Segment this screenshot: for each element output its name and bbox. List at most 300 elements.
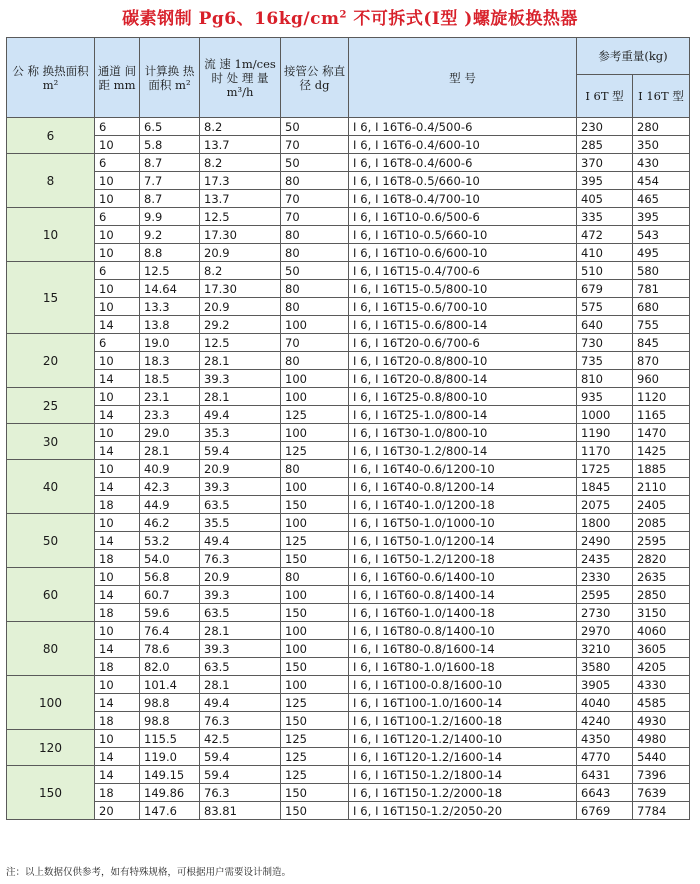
table-row [7, 802, 690, 820]
cell-calc-area: 6.5 [140, 118, 200, 136]
cell-pipe-dg: 125 [281, 766, 349, 784]
cell-calc-area: 53.2 [140, 532, 200, 550]
cell-weight-i16t: 5440 [633, 748, 690, 766]
cell-spacing: 10 [95, 460, 140, 478]
cell-weight-i6t: 1725 [577, 460, 633, 478]
cell-calc-area: 23.3 [140, 406, 200, 424]
cell-pipe-dg: 80 [281, 172, 349, 190]
cell-weight-i6t: 370 [577, 154, 633, 172]
table-row [7, 550, 690, 568]
cell-nominal-area: 6 [7, 118, 95, 154]
cell-flow: 8.2 [200, 118, 281, 136]
cell-spacing: 14 [95, 406, 140, 424]
table-row [7, 334, 690, 352]
cell-nominal-area: 15 [7, 262, 95, 334]
table-row [7, 784, 690, 802]
cell-weight-i6t: 395 [577, 172, 633, 190]
header-weight: 参考重量(kg) [577, 38, 690, 75]
cell-calc-area: 149.15 [140, 766, 200, 784]
cell-model: Ⅰ 6, Ⅰ 16T60-0.6/1400-10 [349, 568, 577, 586]
cell-pipe-dg: 150 [281, 550, 349, 568]
cell-calc-area: 7.7 [140, 172, 200, 190]
cell-weight-i6t: 2730 [577, 604, 633, 622]
cell-pipe-dg: 150 [281, 496, 349, 514]
cell-model: Ⅰ 6, Ⅰ 16T100-0.8/1600-10 [349, 676, 577, 694]
cell-calc-area: 19.0 [140, 334, 200, 352]
cell-flow: 35.3 [200, 424, 281, 442]
cell-model: Ⅰ 6, Ⅰ 16T120-1.2/1600-14 [349, 748, 577, 766]
header-spacing: 通道 间距 mm [95, 38, 140, 118]
header-weight-i16t: Ⅰ 16T 型 [633, 75, 690, 118]
cell-spacing: 14 [95, 586, 140, 604]
table-row [7, 586, 690, 604]
cell-pipe-dg: 50 [281, 154, 349, 172]
cell-nominal-area: 25 [7, 388, 95, 424]
cell-spacing: 18 [95, 604, 140, 622]
cell-weight-i6t: 405 [577, 190, 633, 208]
cell-model: Ⅰ 6, Ⅰ 16T60-0.8/1400-14 [349, 586, 577, 604]
cell-calc-area: 115.5 [140, 730, 200, 748]
table-row [7, 208, 690, 226]
cell-flow: 49.4 [200, 532, 281, 550]
cell-model: Ⅰ 6, Ⅰ 16T15-0.6/800-14 [349, 316, 577, 334]
cell-pipe-dg: 70 [281, 136, 349, 154]
cell-flow: 76.3 [200, 550, 281, 568]
table-row [7, 568, 690, 586]
cell-weight-i16t: 755 [633, 316, 690, 334]
cell-spacing: 18 [95, 658, 140, 676]
cell-weight-i16t: 4980 [633, 730, 690, 748]
table-row [7, 676, 690, 694]
cell-flow: 29.2 [200, 316, 281, 334]
cell-weight-i6t: 230 [577, 118, 633, 136]
cell-pipe-dg: 70 [281, 334, 349, 352]
cell-spacing: 10 [95, 226, 140, 244]
cell-flow: 39.3 [200, 370, 281, 388]
cell-model: Ⅰ 6, Ⅰ 16T50-1.2/1200-18 [349, 550, 577, 568]
title-post: 不可拆式(Ⅰ型 )螺旋板换热器 [346, 9, 578, 29]
cell-weight-i16t: 4585 [633, 694, 690, 712]
table-row [7, 712, 690, 730]
cell-flow: 63.5 [200, 658, 281, 676]
cell-calc-area: 149.86 [140, 784, 200, 802]
cell-model: Ⅰ 6, Ⅰ 16T10-0.6/500-6 [349, 208, 577, 226]
table-row [7, 262, 690, 280]
cell-spacing: 10 [95, 280, 140, 298]
cell-nominal-area: 150 [7, 766, 95, 820]
cell-weight-i6t: 640 [577, 316, 633, 334]
cell-spacing: 14 [95, 478, 140, 496]
cell-calc-area: 76.4 [140, 622, 200, 640]
cell-weight-i6t: 679 [577, 280, 633, 298]
header-model: 型 号 [349, 38, 577, 118]
cell-calc-area: 82.0 [140, 658, 200, 676]
cell-calc-area: 14.64 [140, 280, 200, 298]
cell-calc-area: 98.8 [140, 712, 200, 730]
table-row [7, 460, 690, 478]
cell-model: Ⅰ 6, Ⅰ 16T40-0.6/1200-10 [349, 460, 577, 478]
cell-spacing: 10 [95, 244, 140, 262]
cell-model: Ⅰ 6, Ⅰ 16T50-1.0/1000-10 [349, 514, 577, 532]
cell-nominal-area: 8 [7, 154, 95, 208]
cell-pipe-dg: 150 [281, 784, 349, 802]
cell-calc-area: 12.5 [140, 262, 200, 280]
cell-pipe-dg: 100 [281, 622, 349, 640]
cell-weight-i16t: 3605 [633, 640, 690, 658]
table-row [7, 136, 690, 154]
cell-weight-i16t: 2595 [633, 532, 690, 550]
cell-weight-i6t: 4040 [577, 694, 633, 712]
cell-weight-i16t: 3150 [633, 604, 690, 622]
cell-weight-i16t: 543 [633, 226, 690, 244]
cell-calc-area: 101.4 [140, 676, 200, 694]
cell-pipe-dg: 100 [281, 478, 349, 496]
cell-pipe-dg: 125 [281, 442, 349, 460]
cell-calc-area: 13.3 [140, 298, 200, 316]
cell-spacing: 10 [95, 514, 140, 532]
header-flow: 流 速 1m/ces时 处 理 量 m³/h [200, 38, 281, 118]
header-pipe: 接管公 称直径 dg [281, 38, 349, 118]
header-area: 公 称 换热面积 m² [7, 38, 95, 118]
cell-pipe-dg: 100 [281, 388, 349, 406]
cell-model: Ⅰ 6, Ⅰ 16T15-0.4/700-6 [349, 262, 577, 280]
cell-flow: 83.81 [200, 802, 281, 820]
cell-model: Ⅰ 6, Ⅰ 16T30-1.0/800-10 [349, 424, 577, 442]
cell-flow: 20.9 [200, 298, 281, 316]
cell-model: Ⅰ 6, Ⅰ 16T80-1.0/1600-18 [349, 658, 577, 676]
cell-pipe-dg: 150 [281, 712, 349, 730]
cell-weight-i6t: 735 [577, 352, 633, 370]
cell-weight-i6t: 335 [577, 208, 633, 226]
cell-weight-i6t: 935 [577, 388, 633, 406]
cell-flow: 20.9 [200, 460, 281, 478]
cell-flow: 8.2 [200, 262, 281, 280]
cell-nominal-area: 20 [7, 334, 95, 388]
cell-weight-i16t: 495 [633, 244, 690, 262]
cell-weight-i6t: 4240 [577, 712, 633, 730]
cell-model: Ⅰ 6, Ⅰ 16T100-1.0/1600-14 [349, 694, 577, 712]
cell-flow: 12.5 [200, 208, 281, 226]
cell-pipe-dg: 80 [281, 568, 349, 586]
cell-model: Ⅰ 6, Ⅰ 16T25-1.0/800-14 [349, 406, 577, 424]
cell-weight-i16t: 465 [633, 190, 690, 208]
cell-calc-area: 18.3 [140, 352, 200, 370]
cell-weight-i6t: 3905 [577, 676, 633, 694]
cell-spacing: 10 [95, 730, 140, 748]
cell-weight-i6t: 2075 [577, 496, 633, 514]
cell-model: Ⅰ 6, Ⅰ 16T6-0.4/600-10 [349, 136, 577, 154]
table-row [7, 118, 690, 136]
cell-nominal-area: 50 [7, 514, 95, 568]
table-row [7, 730, 690, 748]
table-row [7, 298, 690, 316]
cell-spacing: 14 [95, 694, 140, 712]
cell-flow: 17.30 [200, 280, 281, 298]
cell-weight-i16t: 280 [633, 118, 690, 136]
cell-weight-i6t: 510 [577, 262, 633, 280]
cell-model: Ⅰ 6, Ⅰ 16T20-0.8/800-14 [349, 370, 577, 388]
cell-flow: 59.4 [200, 766, 281, 784]
cell-weight-i16t: 1425 [633, 442, 690, 460]
cell-calc-area: 42.3 [140, 478, 200, 496]
cell-spacing: 10 [95, 298, 140, 316]
cell-calc-area: 9.9 [140, 208, 200, 226]
cell-weight-i16t: 4205 [633, 658, 690, 676]
cell-weight-i6t: 285 [577, 136, 633, 154]
cell-weight-i6t: 4770 [577, 748, 633, 766]
cell-flow: 49.4 [200, 406, 281, 424]
cell-model: Ⅰ 6, Ⅰ 16T120-1.2/1400-10 [349, 730, 577, 748]
cell-flow: 20.9 [200, 568, 281, 586]
cell-spacing: 6 [95, 208, 140, 226]
cell-calc-area: 46.2 [140, 514, 200, 532]
table-row [7, 388, 690, 406]
cell-pipe-dg: 100 [281, 424, 349, 442]
cell-spacing: 18 [95, 496, 140, 514]
cell-calc-area: 60.7 [140, 586, 200, 604]
cell-spacing: 10 [95, 172, 140, 190]
cell-calc-area: 59.6 [140, 604, 200, 622]
cell-weight-i16t: 7396 [633, 766, 690, 784]
table-row [7, 424, 690, 442]
cell-spacing: 18 [95, 550, 140, 568]
cell-weight-i16t: 1165 [633, 406, 690, 424]
cell-flow: 76.3 [200, 784, 281, 802]
cell-nominal-area: 10 [7, 208, 95, 262]
cell-weight-i16t: 960 [633, 370, 690, 388]
cell-model: Ⅰ 6, Ⅰ 16T30-1.2/800-14 [349, 442, 577, 460]
cell-model: Ⅰ 6, Ⅰ 16T8-0.4/600-6 [349, 154, 577, 172]
table-row [7, 514, 690, 532]
cell-spacing: 14 [95, 640, 140, 658]
cell-weight-i6t: 410 [577, 244, 633, 262]
cell-weight-i16t: 4330 [633, 676, 690, 694]
table-row [7, 370, 690, 388]
cell-weight-i6t: 1190 [577, 424, 633, 442]
cell-weight-i16t: 680 [633, 298, 690, 316]
cell-pipe-dg: 80 [281, 352, 349, 370]
cell-flow: 35.5 [200, 514, 281, 532]
cell-pipe-dg: 100 [281, 316, 349, 334]
cell-weight-i6t: 2330 [577, 568, 633, 586]
cell-weight-i16t: 4060 [633, 622, 690, 640]
cell-pipe-dg: 50 [281, 262, 349, 280]
cell-spacing: 10 [95, 136, 140, 154]
cell-weight-i6t: 3580 [577, 658, 633, 676]
cell-flow: 28.1 [200, 388, 281, 406]
cell-weight-i6t: 1000 [577, 406, 633, 424]
cell-calc-area: 56.8 [140, 568, 200, 586]
cell-pipe-dg: 80 [281, 226, 349, 244]
cell-calc-area: 5.8 [140, 136, 200, 154]
cell-weight-i16t: 2635 [633, 568, 690, 586]
cell-spacing: 18 [95, 784, 140, 802]
cell-model: Ⅰ 6, Ⅰ 16T80-0.8/1600-14 [349, 640, 577, 658]
table-row [7, 658, 690, 676]
cell-spacing: 14 [95, 766, 140, 784]
header-weight-i6t: Ⅰ 6T 型 [577, 75, 633, 118]
cell-weight-i6t: 4350 [577, 730, 633, 748]
cell-pipe-dg: 100 [281, 586, 349, 604]
cell-calc-area: 147.6 [140, 802, 200, 820]
cell-model: Ⅰ 6, Ⅰ 16T15-0.5/800-10 [349, 280, 577, 298]
cell-weight-i6t: 3210 [577, 640, 633, 658]
cell-calc-area: 18.5 [140, 370, 200, 388]
title-superscript: 2 [339, 9, 347, 21]
cell-pipe-dg: 125 [281, 694, 349, 712]
cell-weight-i6t: 2970 [577, 622, 633, 640]
cell-pipe-dg: 70 [281, 190, 349, 208]
cell-pipe-dg: 50 [281, 118, 349, 136]
cell-weight-i16t: 781 [633, 280, 690, 298]
cell-pipe-dg: 100 [281, 676, 349, 694]
cell-spacing: 14 [95, 316, 140, 334]
cell-weight-i6t: 6769 [577, 802, 633, 820]
cell-pipe-dg: 125 [281, 730, 349, 748]
cell-calc-area: 8.7 [140, 154, 200, 172]
cell-flow: 76.3 [200, 712, 281, 730]
cell-spacing: 20 [95, 802, 140, 820]
cell-weight-i6t: 575 [577, 298, 633, 316]
table-body [7, 118, 690, 820]
cell-model: Ⅰ 6, Ⅰ 16T150-1.2/1800-14 [349, 766, 577, 784]
table-row [7, 352, 690, 370]
cell-flow: 17.3 [200, 172, 281, 190]
cell-flow: 12.5 [200, 334, 281, 352]
cell-model: Ⅰ 6, Ⅰ 16T40-0.8/1200-14 [349, 478, 577, 496]
cell-weight-i16t: 395 [633, 208, 690, 226]
cell-weight-i16t: 454 [633, 172, 690, 190]
cell-calc-area: 13.8 [140, 316, 200, 334]
table-row [7, 604, 690, 622]
cell-weight-i6t: 6643 [577, 784, 633, 802]
cell-flow: 13.7 [200, 190, 281, 208]
cell-flow: 63.5 [200, 496, 281, 514]
cell-flow: 13.7 [200, 136, 281, 154]
cell-weight-i16t: 350 [633, 136, 690, 154]
cell-flow: 20.9 [200, 244, 281, 262]
cell-flow: 28.1 [200, 676, 281, 694]
cell-weight-i6t: 730 [577, 334, 633, 352]
cell-flow: 63.5 [200, 604, 281, 622]
cell-spacing: 10 [95, 424, 140, 442]
cell-weight-i16t: 7784 [633, 802, 690, 820]
cell-pipe-dg: 100 [281, 514, 349, 532]
cell-model: Ⅰ 6, Ⅰ 16T150-1.2/2050-20 [349, 802, 577, 820]
table-row [7, 442, 690, 460]
table-row [7, 694, 690, 712]
cell-nominal-area: 100 [7, 676, 95, 730]
cell-pipe-dg: 150 [281, 658, 349, 676]
cell-spacing: 14 [95, 532, 140, 550]
cell-model: Ⅰ 6, Ⅰ 16T50-1.0/1200-14 [349, 532, 577, 550]
cell-model: Ⅰ 6, Ⅰ 16T25-0.8/800-10 [349, 388, 577, 406]
cell-weight-i6t: 1845 [577, 478, 633, 496]
cell-spacing: 14 [95, 442, 140, 460]
cell-weight-i16t: 1885 [633, 460, 690, 478]
cell-calc-area: 28.1 [140, 442, 200, 460]
cell-pipe-dg: 100 [281, 370, 349, 388]
cell-model: Ⅰ 6, Ⅰ 16T8-0.5/660-10 [349, 172, 577, 190]
cell-nominal-area: 30 [7, 424, 95, 460]
cell-flow: 8.2 [200, 154, 281, 172]
cell-pipe-dg: 125 [281, 406, 349, 424]
cell-pipe-dg: 80 [281, 244, 349, 262]
table-row [7, 226, 690, 244]
cell-weight-i6t: 6431 [577, 766, 633, 784]
cell-nominal-area: 80 [7, 622, 95, 676]
cell-calc-area: 8.8 [140, 244, 200, 262]
cell-model: Ⅰ 6, Ⅰ 16T100-1.2/1600-18 [349, 712, 577, 730]
header-calc-area: 计算换 热面积 m² [140, 38, 200, 118]
cell-weight-i16t: 7639 [633, 784, 690, 802]
table-row [7, 154, 690, 172]
table-row [7, 190, 690, 208]
cell-model: Ⅰ 6, Ⅰ 16T10-0.5/660-10 [349, 226, 577, 244]
cell-model: Ⅰ 6, Ⅰ 16T80-0.8/1400-10 [349, 622, 577, 640]
table-row [7, 640, 690, 658]
cell-weight-i16t: 2820 [633, 550, 690, 568]
cell-nominal-area: 60 [7, 568, 95, 622]
table-row [7, 172, 690, 190]
cell-model: Ⅰ 6, Ⅰ 16T20-0.6/700-6 [349, 334, 577, 352]
cell-pipe-dg: 100 [281, 640, 349, 658]
cell-flow: 28.1 [200, 622, 281, 640]
cell-calc-area: 119.0 [140, 748, 200, 766]
title-pre: 碳素钢制 Pg6、16kg/cm [122, 9, 340, 29]
cell-weight-i6t: 1800 [577, 514, 633, 532]
cell-weight-i6t: 810 [577, 370, 633, 388]
cell-spacing: 10 [95, 622, 140, 640]
cell-calc-area: 44.9 [140, 496, 200, 514]
cell-pipe-dg: 80 [281, 298, 349, 316]
cell-weight-i16t: 2850 [633, 586, 690, 604]
cell-model: Ⅰ 6, Ⅰ 16T6-0.4/500-6 [349, 118, 577, 136]
cell-flow: 17.30 [200, 226, 281, 244]
cell-spacing: 6 [95, 334, 140, 352]
cell-flow: 49.4 [200, 694, 281, 712]
cell-spacing: 14 [95, 748, 140, 766]
cell-flow: 59.4 [200, 748, 281, 766]
cell-weight-i6t: 2435 [577, 550, 633, 568]
table-row [7, 406, 690, 424]
cell-model: Ⅰ 6, Ⅰ 16T10-0.6/600-10 [349, 244, 577, 262]
table-row [7, 244, 690, 262]
cell-calc-area: 54.0 [140, 550, 200, 568]
cell-calc-area: 29.0 [140, 424, 200, 442]
cell-weight-i16t: 845 [633, 334, 690, 352]
cell-pipe-dg: 150 [281, 802, 349, 820]
cell-pipe-dg: 125 [281, 748, 349, 766]
cell-spacing: 10 [95, 190, 140, 208]
cell-weight-i16t: 580 [633, 262, 690, 280]
cell-model: Ⅰ 6, Ⅰ 16T8-0.4/700-10 [349, 190, 577, 208]
cell-model: Ⅰ 6, Ⅰ 16T40-1.0/1200-18 [349, 496, 577, 514]
cell-nominal-area: 120 [7, 730, 95, 766]
page-title [0, 4, 700, 29]
cell-weight-i16t: 1470 [633, 424, 690, 442]
cell-calc-area: 8.7 [140, 190, 200, 208]
cell-model: Ⅰ 6, Ⅰ 16T15-0.6/700-10 [349, 298, 577, 316]
cell-flow: 39.3 [200, 640, 281, 658]
cell-weight-i6t: 2490 [577, 532, 633, 550]
cell-pipe-dg: 80 [281, 460, 349, 478]
cell-weight-i6t: 472 [577, 226, 633, 244]
cell-calc-area: 78.6 [140, 640, 200, 658]
cell-spacing: 10 [95, 676, 140, 694]
table-row [7, 316, 690, 334]
table-row [7, 280, 690, 298]
